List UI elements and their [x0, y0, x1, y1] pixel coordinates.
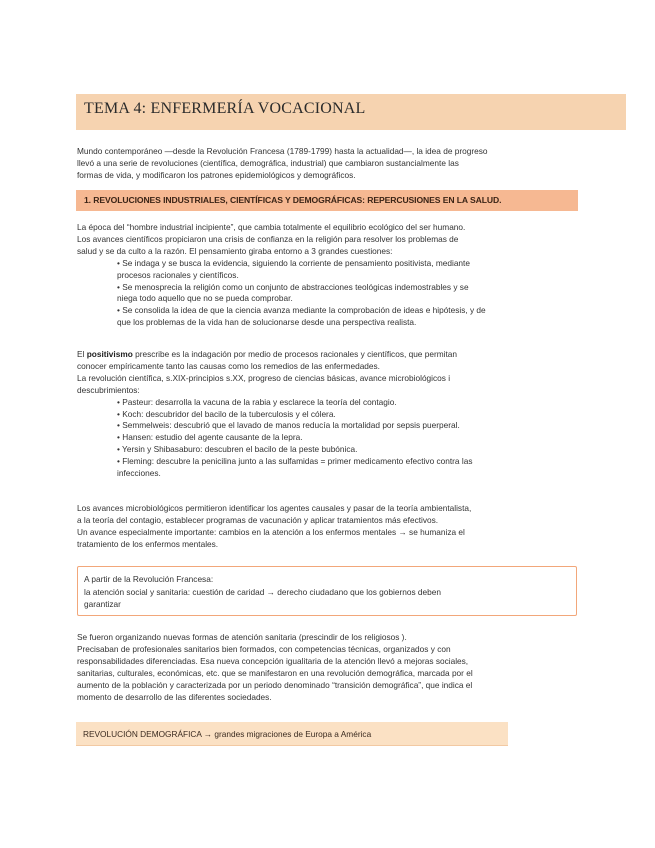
section-heading-banner: [76, 190, 578, 211]
text-line: momento de desarrollo de las diferentes sociedades.: [77, 691, 272, 702]
intro-line: llevó a una serie de revoluciones (científica, demográfica, industrial) que cambiaron sustancialmente las: [77, 157, 459, 168]
section-heading: 1. REVOLUCIONES INDUSTRIALES, CIENTÍFICAS Y DEMOGRÁFICAS: REPERCUSIONES EN LA SALUD.: [84, 195, 502, 205]
bullet-line: • Se menosprecia la religión como un conjunto de abstracciones teológicas indemostrables y se: [117, 281, 469, 292]
callout-line: A partir de la Revolución Francesa:: [84, 574, 214, 584]
bullet-line: • Hansen: estudio del agente causante de la lepra.: [117, 432, 303, 443]
bullet-line: infecciones.: [117, 468, 161, 479]
text-line: Precisaban de profesionales sanitarios bien formados, con competencias técnicas, organizados y con: [77, 643, 451, 654]
title-banner: [76, 94, 626, 130]
page-title: TEMA 4: ENFERMERÍA VOCACIONAL: [84, 100, 366, 117]
bullet-line: • Se indaga y se busca la evidencia, siguiendo la corriente de pensamiento positivista, mediante: [117, 257, 470, 268]
callout-box: [77, 566, 577, 616]
bullet-line: • Yersin y Shibasaburo: descubren el bacilo de la peste bubónica.: [117, 444, 358, 455]
intro-line: formas de vida, y modificaron los patrones epidemiológicos y demográficos.: [77, 169, 356, 180]
text-line: salud y se da culto a la razón. El pensamiento giraba entorno a 3 grandes cuestiones:: [77, 245, 393, 256]
text-line: La revolución científica, s.XIX-principios s.XX, progreso de ciencias básicas, avance microbiológicos i: [77, 372, 451, 383]
text-line: Los avances científicos propiciaron una crisis de confianza en la religión para resolver los problemas de: [77, 233, 459, 244]
text-line: La época del “hombre industrial incipiente”, que cambia totalmente el equilibrio ecológico del ser humano.: [77, 222, 466, 232]
intro-paragraph: [77, 146, 577, 182]
block4-paragraph: [77, 632, 582, 703]
bullet-line: • Koch: descubridor del bacilo de la tuberculosis y el cólera.: [117, 408, 336, 419]
text-fragment: prescribe es la indagación por medio de procesos racionales y científicos, que permitan: [132, 349, 458, 359]
bullet-line: • Fleming: descubre la penicilina junto a las sulfamidas = primer medicamento efectivo contra las: [117, 456, 473, 467]
block3-paragraph: [77, 503, 577, 551]
text-line: Un avance especialmente importante: cambios en la atención a los enfermos mentales → se humaniza el: [77, 526, 465, 537]
text-line: aumento de la población y caracterizada por un periodo denominado “transición demográfica”, que indica el: [77, 679, 473, 690]
demographic-label: REVOLUCIÓN DEMOGRÁFICA → grandes migraciones de Europa a América: [83, 729, 372, 739]
text-line: a la teoría del contagio, establecer programas de vacunación y aplicar tratamientos más efectivos.: [77, 514, 439, 525]
text-line: responsabilidades diferenciadas. Esa nueva concepción igualitaria de la atención llevó a mejoras sociales,: [77, 655, 469, 666]
callout-line: la atención social y sanitaria: cuestión de caridad → derecho ciudadano que los gobiernos deben: [84, 587, 442, 597]
bullet-line: procesos racionales y científicos.: [117, 269, 239, 280]
text-line: sanitarias, culturales, económicas, etc. que se manifestaron en una revolución demográfica, marcada por el: [77, 667, 473, 678]
text-line: Se fueron organizando nuevas formas de atención sanitaria (prescindir de los religiosos ).: [77, 632, 407, 642]
bullet-line: niega todo aquello que no se pueda comprobar.: [117, 293, 293, 304]
text-line: tratamiento de los enfermos mentales.: [77, 538, 219, 549]
positivismo-line: [77, 349, 577, 361]
text-line: Los avances microbiológicos permitieron identificar los agentes causales y pasar de la teoría ambientalista,: [77, 503, 472, 513]
bullet-line: que los problemas de la vida han de solucionarse desde una perspectiva realista.: [117, 317, 417, 328]
block2-paragraph: [77, 349, 577, 480]
bullet-line: • Semmelweis: descubrió que el lavado de manos reducía la mortalidad por sepsis puerperal.: [117, 420, 460, 431]
bold-term: positivismo: [86, 349, 133, 359]
text-fragment: El: [77, 349, 87, 359]
block1-paragraph: [77, 222, 577, 329]
demographic-banner: [76, 722, 508, 746]
text-line: descubrimientos:: [77, 384, 140, 395]
bullet-line: • Pasteur: desarrolla la vacuna de la rabia y esclarece la teoría del contagio.: [117, 396, 397, 407]
text-line: conocer empíricamente tanto las causas como los remedios de las enfermedades.: [77, 360, 380, 371]
bullet-line: • Se consolida la idea de que la ciencia avanza mediante la comprobación de ideas e hipótesis, y de: [117, 305, 486, 316]
callout-line: garantizar: [84, 599, 121, 609]
intro-line: Mundo contemporáneo —desde la Revolución Francesa (1789-1799) hasta la actualidad—, la idea de progreso: [77, 146, 488, 156]
